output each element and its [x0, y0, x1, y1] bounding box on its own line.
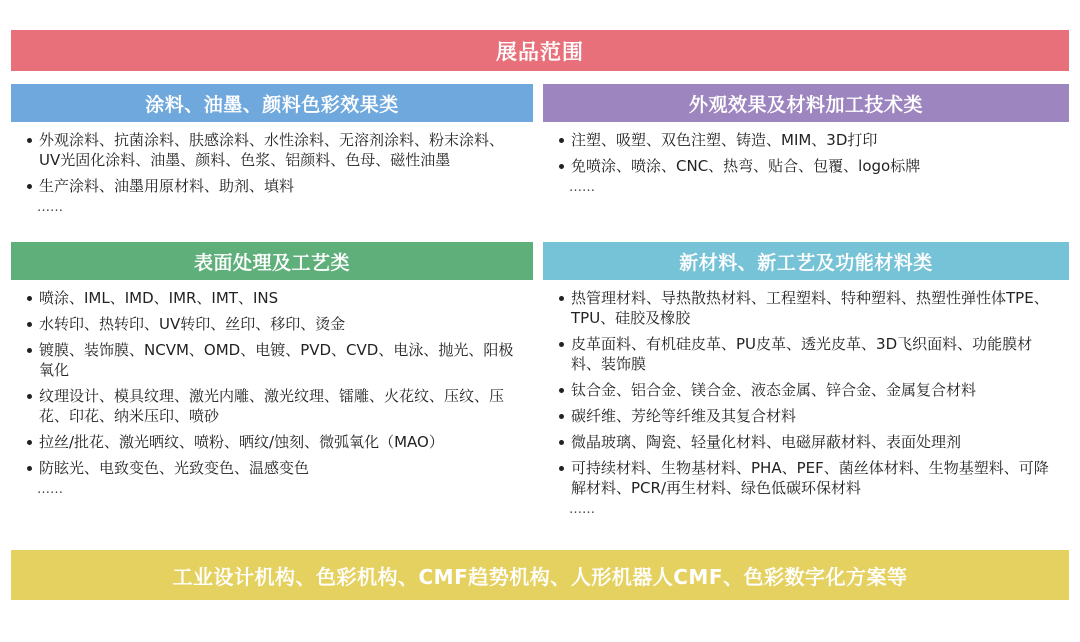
section-surface: [11, 242, 533, 498]
list-item: 外观涂料、抗菌涂料、肤感涂料、水性涂料、无溶剂涂料、粉末涂料、UV光固化涂料、油墨、颜料、色浆、铝颜料、色母、磁性油墨: [25, 130, 521, 170]
item-list: [25, 130, 521, 196]
list-item: 免喷涂、喷涂、CNC、热弯、贴合、包覆、logo标牌: [557, 156, 1057, 176]
section-header: 涂料、油墨、颜料色彩效果类: [11, 84, 533, 122]
section-coatings: [11, 84, 533, 216]
section-header: 新材料、新工艺及功能材料类: [543, 242, 1069, 280]
section-header: 表面处理及工艺类: [11, 242, 533, 280]
section-header: 外观效果及材料加工技术类: [543, 84, 1069, 122]
list-item: 热管理材料、导热散热材料、工程塑料、特种塑料、热塑性弹性体TPE、TPU、硅胶及橡胶: [557, 288, 1057, 328]
list-item: 皮革面料、有机硅皮革、PU皮革、透光皮革、3D飞织面料、功能膜材料、装饰膜: [557, 334, 1057, 374]
list-item: 水转印、热转印、UV转印、丝印、移印、烫金: [25, 314, 521, 334]
list-item: 微晶玻璃、陶瓷、轻量化材料、电磁屏蔽材料、表面处理剂: [557, 432, 1057, 452]
item-list: [25, 288, 521, 478]
list-item: 防眩光、电致变色、光致变色、温感变色: [25, 458, 521, 478]
list-item: 碳纤维、芳纶等纤维及其复合材料: [557, 406, 1057, 426]
ellipsis: ……: [37, 482, 63, 497]
footer-banner: 工业设计机构、色彩机构、CMF趋势机构、人形机器人CMF、色彩数字化方案等: [11, 550, 1069, 600]
list-item: 生产涂料、油墨用原材料、助剂、填料: [25, 176, 521, 196]
list-item: 喷涂、IML、IMD、IMR、IMT、INS: [25, 288, 521, 308]
list-item: 钛合金、铝合金、镁合金、液态金属、锌合金、金属复合材料: [557, 380, 1057, 400]
item-list: [557, 288, 1057, 498]
list-item: 可持续材料、生物基材料、PHA、PEF、菌丝体材料、生物基塑料、可降解材料、PCR/再生材料、绿色低碳环保材料: [557, 458, 1057, 498]
page-title: 展品范围: [11, 30, 1069, 71]
section-new-materials: [543, 242, 1069, 518]
list-item: 注塑、吸塑、双色注塑、铸造、MIM、3D打印: [557, 130, 1057, 150]
section-appearance: [543, 84, 1069, 196]
list-item: 拉丝/批花、激光晒纹、喷粉、晒纹/蚀刻、微弧氧化（MAO）: [25, 432, 521, 452]
list-item: 纹理设计、模具纹理、激光内雕、激光纹理、镭雕、火花纹、压纹、压花、印花、纳米压印、喷砂: [25, 386, 521, 426]
ellipsis: ……: [569, 502, 595, 517]
ellipsis: ……: [37, 200, 63, 215]
ellipsis: ……: [569, 180, 595, 195]
list-item: 镀膜、装饰膜、NCVM、OMD、电镀、PVD、CVD、电泳、抛光、阳极氧化: [25, 340, 521, 380]
item-list: [557, 130, 1057, 176]
